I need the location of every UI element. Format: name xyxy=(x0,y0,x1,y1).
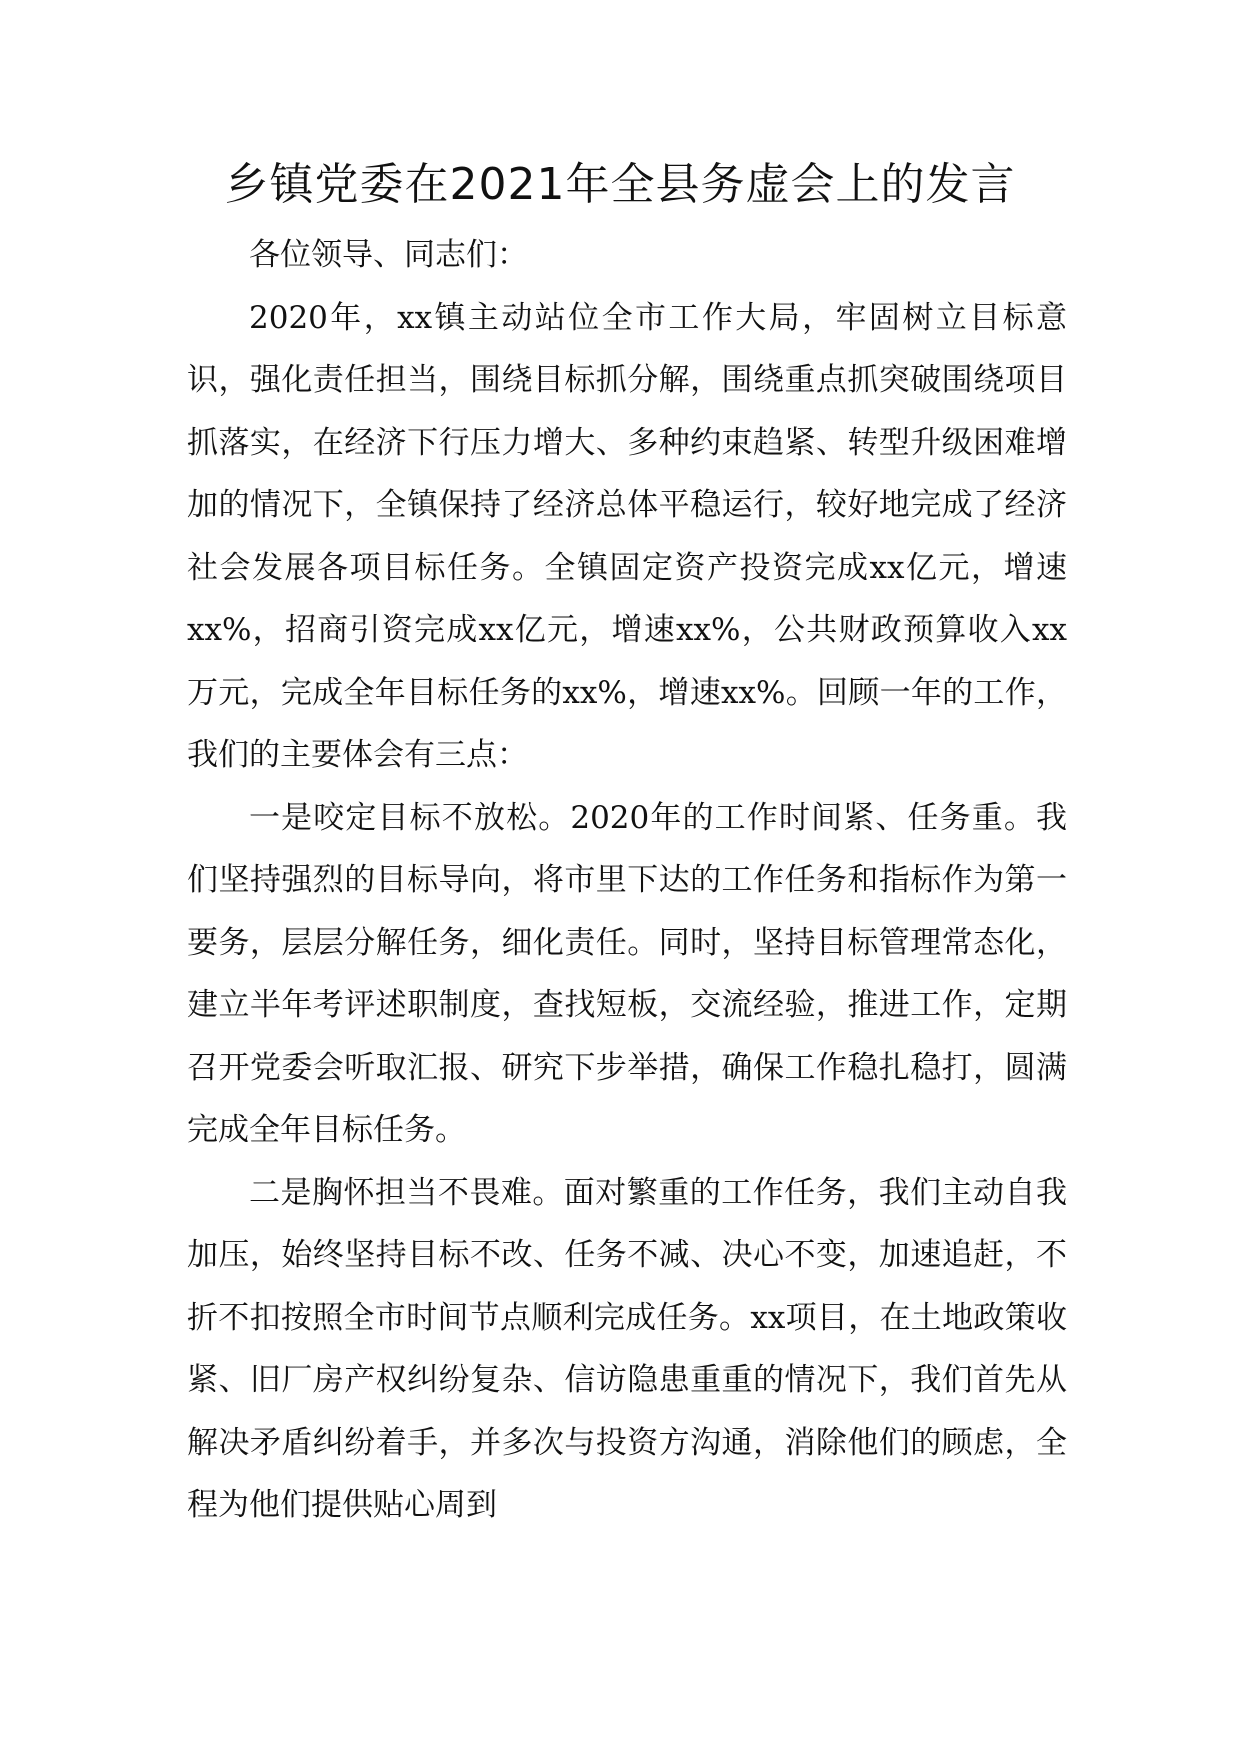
summary-paragraph: 2020年，xx镇主动站位全市工作大局，牢固树立目标意识，强化责任担当，围绕目标抓分解，围绕重点抓突破围绕项目抓落实，在经济下行压力增大、多种约束趋紧、转型升级困难增加的情况下，全镇保持了经济总体平稳运行，较好地完成了经济社会发展各项目标任务。全镇固定资产投资完成xx亿元，增速xx%，招商引资完成xx亿元，增速xx%，公共财政预算收入xx万元，完成全年目标任务的xx%，增速xx%。回顾一年的工作，我们的主要体会有三点： xyxy=(187,299,1067,773)
point-two-paragraph: 二是胸怀担当不畏难。面对繁重的工作任务，我们主动自我加压，始终坚持目标不改、任务不减、决心不变，加速追赶，不折不扣按照全市时间节点顺利完成任务。xx项目，在土地政策收紧、旧厂房产权纠纷复杂、信访隐患重重的情况下，我们首先从解决矛盾纠纷着手，并多次与投资方沟通，消除他们的顾虑，全程为他们提供贴心周到 xyxy=(187,1174,1067,1523)
document-body xyxy=(187,224,1067,1537)
point-one-paragraph: 一是咬定目标不放松。2020年的工作时间紧、任务重。我们坚持强烈的目标导向，将市里下达的工作任务和指标作为第一要务，层层分解任务，细化责任。同时，坚持目标管理常态化，建立半年考评述职制度，查找短板，交流经验，推进工作，定期召开党委会听取汇报、研究下步举措，确保工作稳扎稳打，圆满完成全年目标任务。 xyxy=(187,799,1067,1148)
salutation-paragraph: 各位领导、同志们： xyxy=(249,237,528,273)
document-title: 乡镇党委在2021年全县务虚会上的发言 xyxy=(224,159,1016,210)
